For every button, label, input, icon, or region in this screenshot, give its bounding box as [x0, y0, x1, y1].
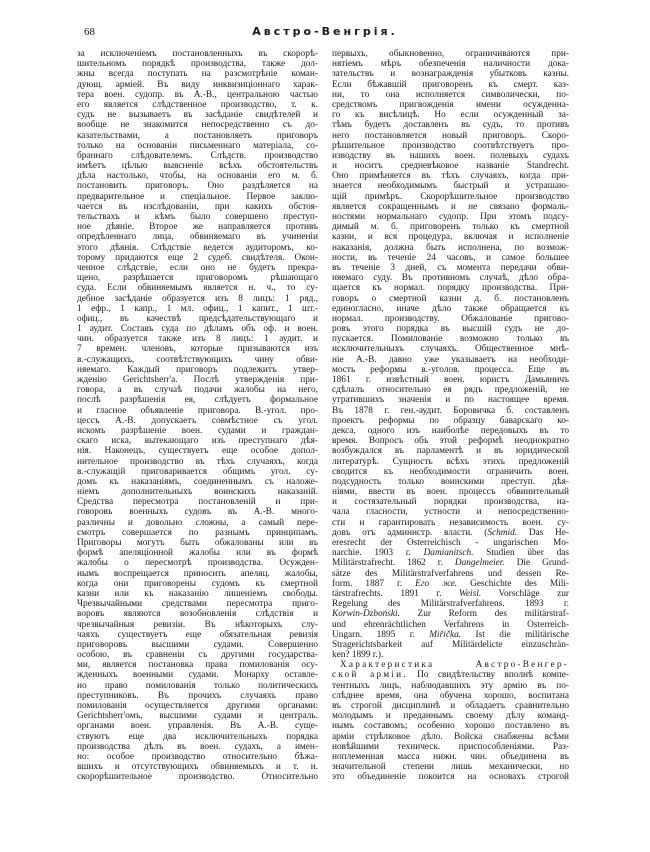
text-line — [332, 548, 569, 558]
text-line: чала гласности, устности и непосредственно- — [332, 507, 569, 518]
text-line: няемаго суду. Въ противномъ случаѣ, дѣло обра- — [332, 273, 569, 284]
text-line: нительное производство въ тѣхъ случаяхъ, когда — [77, 456, 318, 467]
text-line: домъ къ наказаніямъ, соединеннымъ съ наложе- — [77, 476, 318, 487]
text-line: ни, то она исполняется символически, по- — [332, 89, 569, 100]
text-line: смотръ совершается по разнымъ принципамъ. — [77, 527, 318, 538]
text-line: 1861 г. извѣстный воен. юристъ Дамьяничъ — [332, 375, 569, 385]
text-line: вшихъ и отсутствующихъ обвиняемыхъ и т. н. — [77, 762, 318, 773]
text-line: новѣйшими техническ. приспособленіями. Раз- — [332, 741, 569, 752]
spaced-heading: Характеристика Австро-Венгер- — [340, 660, 569, 671]
text-line: арміи стрѣлковое дѣло. Войска снабжены всѣми — [332, 731, 569, 742]
text-line: послѣ разрѣшенія ея, слѣдуетъ формальное — [77, 395, 318, 406]
text-line: молодымъ и преданнымъ своему дѣлу команд- — [332, 711, 569, 722]
right-column — [332, 49, 569, 783]
text-line: тѣмъ будетъ доставленъ въ судъ, то противъ — [332, 120, 569, 131]
text-line: говоръ о смертной казни д. б. постановленъ — [332, 293, 569, 304]
text-line: въ теченіе 3 дней, съ момента передачи обви- — [332, 262, 569, 273]
text-line: sätze des Militärstrafverfahrens und dessen Re- — [332, 568, 569, 579]
text-line: Regelung des Militärstrafverfahrens. 1893 г. — [332, 599, 569, 610]
text-line: мость реформы в.-уголов. процесса. Еще въ — [332, 364, 569, 375]
text-line: в.-служащій приговаривается общимъ угол. су- — [77, 466, 318, 477]
text-line: слѣднее время, она обучена хорошо, воспитана — [332, 690, 569, 701]
text-line: нормал. производству. Обжалованіе пригово- — [332, 313, 569, 324]
text-line: ченное слѣдствіе, если оно не будетъ прекра- — [77, 262, 318, 273]
spaced-heading: ской арміи. — [332, 670, 408, 681]
text-line: щено, разрѣшается приговоромъ рѣшающаго — [77, 273, 318, 284]
text-line: чрезвычайныя ревизіи. Въ нѣкоторыхъ слу- — [77, 619, 318, 630]
text-line: офиц., въ качествѣ предсѣдательствующаго и — [77, 313, 318, 324]
text-line: различны и довольно сложны, а самый пере- — [77, 517, 318, 528]
text-line: этого дѣянія. Слѣдствіе ведется аудиторомъ, ко- — [77, 242, 318, 253]
text-line: цессъ А.-В. допускаетъ совмѣстное съ угол. — [77, 415, 318, 426]
text-line: говора, а въ случаѣ подачи жалобы на него, — [77, 385, 318, 396]
text-line: значительной степени лишь механически, но — [332, 762, 569, 773]
text-line: сти и гарантировать независимость воен. су- — [332, 517, 569, 528]
text-line: 7 времен. членовъ, которые призываются изъ — [77, 344, 318, 355]
text-line: имѣетъ цѣлью выясненіе всѣхъ обстоятельствъ — [77, 161, 318, 172]
text-line: тентныхъ лицъ, наблюдавшихъ эту армію въ по- — [332, 680, 569, 691]
text-line: го къ висѣлицѣ. Но если осужденный за- — [332, 110, 569, 121]
text-line: наказанія, должна быть исполнена, по возмож- — [332, 242, 569, 253]
text-line: Stragerichtsbarkeit auf Militärdelicte einzuschrän- — [332, 639, 569, 650]
text-span: form. 1887 г. — [332, 578, 416, 589]
text-line: нымъ составомъ; особенно хорошо поставлено въ — [332, 721, 569, 732]
text-line: опредѣленнаго лица, обвиняемаго въ учиненіи — [77, 232, 318, 243]
italic-citation: Schmid. — [487, 527, 518, 538]
text-line: чин. образуется также изъ 8 лицъ: 1 аудит. и — [77, 334, 318, 345]
text-line: первыхъ, обыкновенно, ограничиваются при- — [332, 49, 569, 59]
text-line: жденныхъ военными судами. Монарху оставле- — [77, 670, 318, 681]
text-line — [332, 579, 569, 589]
text-line: нія. Наконецъ, существуетъ еще особое допол- — [77, 446, 318, 457]
text-span: Das He- — [517, 527, 569, 538]
left-column — [77, 49, 318, 783]
text-line: торому придаются еще 2 судеб. свидѣтеля. Окон- — [77, 252, 318, 263]
text-line: казни, и вся процедура, включая и исполненіе — [332, 232, 569, 243]
text-line: ken? 1899 г.). — [332, 650, 384, 661]
text-span: Die Grund- — [504, 558, 569, 569]
text-line: жденію Gerichtsherr'а. Послѣ утвержденія при- — [77, 375, 318, 385]
italic-citation: Dangelmeier. — [454, 558, 505, 569]
text-line: тельствахъ и кѣмъ было совершено преступ- — [77, 212, 318, 222]
text-line: искомъ разрѣшеніе воен. судами и граждан- — [77, 425, 318, 436]
text-line: ное дѣяніе. Второе же направляется противъ — [77, 222, 318, 233]
text-line: скорорѣшительное производство. Относительно — [77, 772, 318, 783]
text-line: щій примѣръ. Скорорѣшительное производство — [332, 191, 569, 202]
text-span: Ungarn. 1895 г. — [332, 629, 430, 640]
text-line: и гласное объявленіе приговора. В.-угол. про- — [77, 405, 318, 416]
running-title: Австро-Венгрія. — [252, 25, 398, 38]
text-span: По свидѣтельству вполнѣ компе- — [407, 670, 569, 681]
text-line: когда они приговорены судомъ къ смертной — [77, 578, 318, 589]
text-line: Оно примѣняется въ тѣхъ случаяхъ, когда при- — [332, 171, 569, 182]
text-line: подсудность только воинскими преступ. дѣя- — [332, 476, 569, 487]
text-line: предварительное и спеціальное. Первое заклю- — [77, 191, 318, 202]
text-line — [332, 630, 569, 640]
text-line: 1 аудит. Составъ суда по дѣламъ объ оф. и воен. — [77, 324, 318, 335]
text-line: сводится къ необходимости ограничить воен. — [332, 466, 569, 477]
text-line: утратившихъ значенія и по настоящее время. — [332, 395, 569, 406]
text-line: въ строгой дисциплинѣ и обладаетъ сравнительно — [332, 701, 569, 711]
text-line: тера воен. судопр. въ А.-В., центральною частью — [77, 89, 318, 100]
text-line: в.-служащихъ, соотвѣтствующихъ чину обви- — [77, 354, 318, 365]
text-line: единогласно, иначе дѣло также обращается къ — [332, 303, 569, 314]
text-line: дѣла настолько, чтобы, на основаніи его м. б. — [77, 171, 318, 182]
text-line: него постановляется новый приговоръ. Скоро- — [332, 130, 569, 141]
italic-citation: Korwin-Dzboński. — [332, 609, 400, 620]
text-line: ствуютъ еще два исключительныхъ порядка — [77, 731, 318, 742]
text-line: ностями нормальнаго судопр. При этомъ подсу- — [332, 212, 569, 222]
text-line: ровъ этого порядка въ высшій судъ не до- — [332, 324, 569, 335]
text-line: изводству въ нашихъ воен. полевыхъ судахъ — [332, 150, 569, 161]
text-line: браннаго слѣдователемъ. Слѣдств. производство — [77, 150, 318, 161]
italic-citation: Miřička. — [429, 629, 462, 640]
text-line: ми, является постановка права помилованія осу- — [77, 660, 318, 671]
text-line: зательствъ и вознагражденія убытковъ казны. — [332, 69, 569, 80]
text-line: литературѣ. Сущность всѣхъ этихъ предложеній — [332, 456, 569, 467]
text-line: дующ. арміей. Въ виду инквизиціоннаго харак- — [77, 79, 318, 90]
text-line: жны всегда поступать на разсмотрѣніе коман- — [77, 69, 318, 80]
text-span: Geschichte des Mili- — [457, 578, 569, 589]
text-line: приговоровъ высшими судами. Совершенно — [77, 639, 318, 650]
text-line: особою, въ сравненіи съ другими государства- — [77, 650, 318, 661]
text-span: Zur Reform des militärstraf- — [399, 609, 569, 620]
text-line: помилованія осуществляется другими органами: — [77, 701, 318, 711]
text-line: средствомъ пригвожденія имени осужденна- — [332, 99, 569, 110]
text-line: исключительныхъ случаяхъ. Общественное мнѣ- — [332, 344, 569, 355]
text-span: довъ отъ администр. власти. ( — [332, 527, 488, 538]
text-line: суда. Если обвиняемымъ является н. ч., то су- — [77, 283, 318, 294]
text-line: Если бѣжавшій приговоренъ къ смерт. каз- — [332, 79, 569, 90]
text-line: вообще не знакомится непосредственно съ до- — [77, 120, 318, 131]
italic-citation: Weisl. — [459, 588, 482, 599]
text-line: 1 ефр., 1 капр., 1 мл. офиц., 1 капит., 1 шт.- — [77, 303, 318, 314]
text-line: пускается. Помилованіе возможно только въ — [332, 334, 569, 345]
text-line: ніемъ дополнительныхъ воинскихъ наказаній. — [77, 487, 318, 498]
text-line: Gerichtsherr'омъ, высшими судами и централь. — [77, 711, 318, 722]
text-line: и состязательный порядки производства, на- — [332, 497, 569, 508]
text-line: щается къ нормал. порядку производства. При- — [332, 283, 569, 294]
text-span: Vorschläge zur — [481, 588, 569, 599]
text-line — [332, 660, 569, 670]
text-line: говоровъ военныхъ судовъ въ А.-В. много- — [77, 507, 318, 518]
text-line: нятіемъ мѣръ обезпеченія наличности дока- — [332, 59, 569, 70]
text-line: казни или къ наказанію лишеніемъ свободы. — [77, 588, 318, 599]
text-line: нымъ воспрещается приносить апеляц. жалобы, — [77, 568, 318, 579]
text-line: производства дѣлъ въ воен. судахъ, а имен- — [77, 741, 318, 752]
text-line — [332, 589, 569, 599]
text-line: но: особое производство относительно бѣжа- — [77, 751, 318, 762]
text-line: ніями, ввести въ воен. процессъ обвинительный — [332, 487, 569, 498]
text-line: шительномъ порядкѣ производства, также дол- — [77, 59, 318, 70]
text-line: чается въ изслѣдованіи, при какихъ обстоя- — [77, 201, 318, 212]
text-line: Въ 1878 г. ген.-аудит. Боровичка б. составленъ — [332, 405, 569, 416]
page-number: 68 — [84, 26, 95, 38]
text-span: Ist die militärische — [461, 629, 569, 640]
text-line: дебное засѣданіе образуется изъ 8 лицъ: 1 ряд., — [77, 293, 318, 304]
text-line: казательствами, а постановляетъ приговоръ — [77, 130, 318, 141]
text-line: возбуждался въ парламентѣ и въ юридической — [332, 446, 569, 457]
text-line — [332, 558, 569, 568]
text-line: Средства пересмотра постановленій и при- — [77, 497, 318, 508]
text-span: Militärstrafrecht. 1862 г. — [332, 558, 455, 569]
text-line: ности, въ теченіе 24 часовъ, и самое большее — [332, 252, 569, 263]
text-line: преступниковъ. Въ прочихъ случаяхъ право — [77, 690, 318, 701]
text-line: eresrecht der Österreichisch - ungarischen Mo- — [332, 538, 569, 548]
text-line: чаяхъ существуетъ еще обязательная ревизія — [77, 629, 318, 640]
text-line: постановить приговоръ. Оно раздѣляется на — [77, 181, 318, 192]
text-line: димый м. б. приговоренъ только къ смертной — [332, 222, 569, 233]
text-span: narchie. 1903 г. — [332, 548, 424, 559]
text-line: проектъ реформы по образцу баварскаго ко- — [332, 415, 569, 426]
text-line: und ehrenrächtlichen Verfahrens in Österreich- — [332, 619, 569, 630]
text-line: рѣшительное производство соотвѣтствуетъ про- — [332, 140, 569, 151]
text-line: сдѣлалъ относительно ея рядъ предложеній, не — [332, 385, 569, 396]
text-line: и носитъ средневѣковое названіе Standrecht. — [332, 161, 569, 172]
text-span: tärstrafrechts. 1891 г. — [332, 588, 460, 599]
text-line: воровъ являются возобновленія слѣдствія и — [77, 609, 318, 620]
italic-citation: Его же. — [415, 578, 458, 589]
text-line: органами воен. управленія. Въ А.-В. суще- — [77, 721, 318, 732]
text-line: скаго иска, вытекающаго изъ преступнаго дѣя- — [77, 436, 318, 447]
italic-citation: Damianitsch. — [423, 548, 474, 559]
text-line: знается необходимымъ быстрый и устрашаю- — [332, 181, 569, 192]
text-line: формѣ апеляціонной жалобы или въ формѣ — [77, 548, 318, 559]
text-line: его является слѣдственное производство, т. к. — [77, 99, 318, 110]
text-line: Чрезвычайными средствами пересмотра приго- — [77, 599, 318, 610]
text-line: это объединеніе покоится на основахъ строгой — [332, 772, 569, 783]
text-line — [332, 670, 569, 680]
text-line: судъ не вызываетъ въ засѣданіе свидѣтелей и — [77, 110, 318, 121]
text-line: за исключеніемъ постановленныхъ въ скорорѣ- — [77, 49, 318, 59]
text-line — [332, 528, 569, 538]
text-line: только на основаніи письменнаго матеріала, со- — [77, 140, 318, 151]
text-line: жалобы о пересмотрѣ производства. Осужден- — [77, 558, 318, 569]
text-line: время. Вопросъ объ этой реформѣ неоднократно — [332, 436, 569, 447]
text-line: Приговоры могутъ быть обжалованы или въ — [77, 538, 318, 548]
text-line: няемаго. Каждый приговоръ подлежитъ утвер- — [77, 364, 318, 375]
text-line: является сокращеннымъ и не связано формаль- — [332, 201, 569, 212]
text-line: ніе А.-В. давно уже указываетъ на необходи- — [332, 354, 569, 365]
text-span: Studien über das — [473, 548, 569, 559]
text-line — [332, 609, 569, 619]
text-line: но право помилованія только политическихъ — [77, 680, 318, 691]
text-line: ноплеменная масса нижн. чин. объединена въ — [332, 751, 569, 762]
text-line: декса, одного изъ наиболѣе передовыхъ въ то — [332, 425, 569, 436]
